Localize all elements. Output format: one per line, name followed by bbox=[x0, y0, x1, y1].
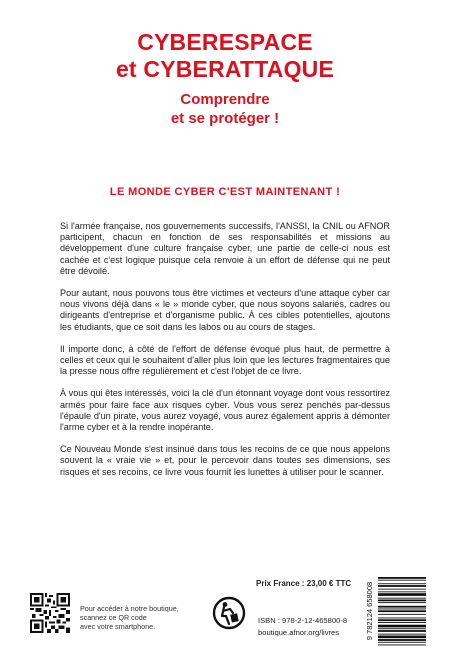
barcode-bar bbox=[378, 577, 426, 579]
barcode-bar bbox=[378, 636, 426, 639]
barcode-bar bbox=[378, 628, 426, 629]
qr-code-icon[interactable] bbox=[30, 593, 70, 633]
barcode-bar bbox=[378, 598, 426, 599]
barcode-bar bbox=[378, 614, 426, 615]
barcode-bar bbox=[378, 609, 426, 610]
isbn-number: ISBN : 978-2-12-465800-8 bbox=[258, 616, 348, 625]
barcode-bar bbox=[378, 589, 426, 590]
barcode-bar bbox=[378, 619, 426, 621]
title-line-2: et CYBERATTAQUE bbox=[115, 56, 335, 82]
barcode-bar bbox=[378, 602, 426, 603]
paragraph: Si l'armée française, nos gouvernements successifs, l'ANSSI, la CNIL ou AFNOR participent, chacun en fonction de ses responsabilités et missions au développement d'une culture française cyber, une partie de celle-ci nous est cachée et c'est logique puisque cela renvoie à un effort de défense qui ne peut être dévoilé. bbox=[60, 221, 390, 276]
barcode-bar bbox=[378, 610, 426, 612]
isbn-block bbox=[258, 615, 347, 639]
shop-line: avec votre smartphone. bbox=[80, 622, 156, 631]
barcode-bar bbox=[378, 591, 426, 592]
shop-line: scannez ce QR code bbox=[80, 613, 147, 622]
recycling-logo-icon bbox=[212, 596, 246, 632]
barcode-bar bbox=[378, 642, 426, 643]
barcode-bar bbox=[378, 618, 426, 619]
barcode-bar bbox=[378, 625, 426, 628]
barcode-digits: 9 782124 658008 bbox=[365, 581, 374, 641]
paragraph: À vous qui êtes intéressés, voici la clé d'un étonnant voyage dont vous ressortirez armés pour faire face aux risques cyber. Vous vous serez penchés par-dessus l'épaule d'un pirate, vous aurez voyagé, vous aurez également appris à démonter l'arme cyber et à la rendre inopérante. bbox=[60, 388, 390, 433]
barcode-bar bbox=[378, 645, 426, 646]
barcode-icon bbox=[364, 575, 428, 647]
barcode-bar bbox=[378, 585, 426, 587]
tagline: LE MONDE CYBER C'EST MAINTENANT ! bbox=[109, 186, 341, 198]
paragraph: Ce Nouveau Monde s'est insinué dans tous les recoins de ce que nous appelons souvent la « vraie vie » et, pour le percevoir dans toutes ses dimensions, ses risques et ses recoins, ce livre vous fournit les lunettes à utiliser pour le scanner. bbox=[60, 444, 390, 477]
barcode-bar bbox=[378, 583, 426, 584]
website-link[interactable]: boutique.afnor.org/livres bbox=[258, 628, 340, 637]
paragraph: Il importe donc, à côté de l'effort de défense évoqué plus haut, de permettre à celles et ceux qui le souhaitent d'aller plus loin que les lectures fragmentaires que la presse nous offre régulièrement et c'est l'objet de ce livre. bbox=[60, 343, 390, 377]
barcode-bar bbox=[378, 606, 426, 608]
price-label: Prix France : 23,00 € TTC bbox=[256, 579, 352, 588]
paragraph: Pour autant, nous pouvons tous être victimes et vecteurs d'une attaque cyber car nous vivons déjà dans « le » monde cyber, que nous soyons salariés, cadres ou dirigeants d'entreprise et d'organisme public. À ces cibles potentielles, ajoutons les étudiants, que ce soit dans les labos ou au cours de stages. bbox=[60, 288, 390, 332]
barcode-bar bbox=[378, 622, 426, 623]
subtitle-line-1: Comprendre bbox=[180, 91, 270, 108]
shop-line: Pour accéder à notre boutique, bbox=[80, 604, 179, 613]
subtitle-line-2: et se protéger ! bbox=[170, 110, 280, 127]
title-line-1: CYBERESPACE bbox=[137, 29, 313, 55]
barcode-bar bbox=[378, 634, 426, 635]
barcode-bar bbox=[378, 593, 426, 596]
barcode-bar bbox=[378, 630, 426, 632]
shop-instructions bbox=[80, 604, 179, 631]
barcode-bar bbox=[378, 600, 426, 602]
back-cover-text bbox=[60, 221, 390, 489]
barcode-bar bbox=[378, 639, 426, 641]
barcode-bar bbox=[378, 580, 426, 581]
